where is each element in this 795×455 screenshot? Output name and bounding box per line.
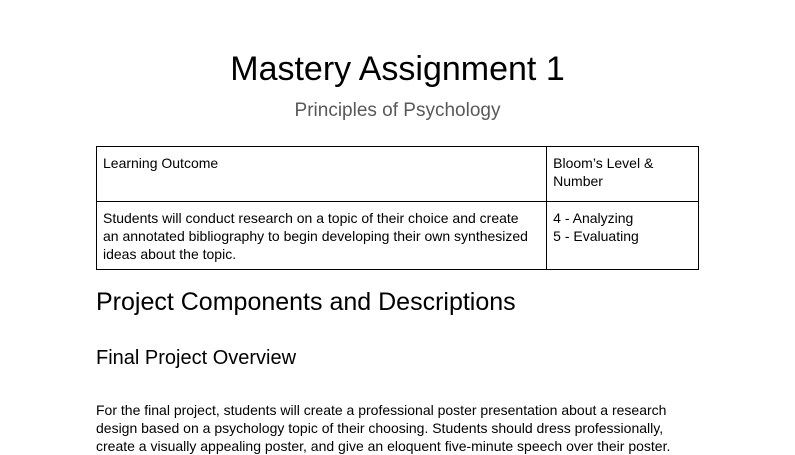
document-title: Mastery Assignment 1 — [230, 50, 565, 88]
header-blooms-level — [547, 147, 699, 202]
header-learning-outcome-label: Learning Outcome — [103, 155, 219, 171]
level-analyzing: 4 - Analyzing — [553, 210, 634, 226]
table-row — [97, 202, 699, 270]
outcome-cell — [97, 202, 547, 270]
outcome-text-line2: an annotated bibliography to begin developing their own synthesized — [103, 228, 528, 244]
overview-paragraph — [96, 401, 696, 455]
document-subtitle: Principles of Psychology — [294, 100, 501, 121]
components-heading: Project Components and Descriptions — [96, 288, 516, 316]
outcome-text-line3: ideas about the topic. — [103, 246, 237, 262]
overview-heading: Final Project Overview — [96, 347, 297, 369]
level-evaluating: 5 - Evaluating — [553, 228, 639, 244]
header-blooms-level-line1: Bloom’s Level & — [553, 155, 654, 171]
header-blooms-level-line2: Number — [553, 173, 603, 189]
overview-line1: For the final project, students will create a professional poster presentation about a research — [96, 402, 667, 418]
table-header-row — [97, 147, 699, 202]
header-learning-outcome — [97, 147, 547, 202]
overview-line3: create a visually appealing poster, and give an eloquent five-minute speech over their poster. — [96, 438, 671, 454]
learning-outcome-table — [96, 146, 699, 270]
level-cell — [547, 202, 699, 270]
outcome-text-line1: Students will conduct research on a topic of their choice and create — [103, 210, 519, 226]
overview-line2: design based on a psychology topic of their choosing. Students should dress professionally, — [96, 420, 664, 436]
